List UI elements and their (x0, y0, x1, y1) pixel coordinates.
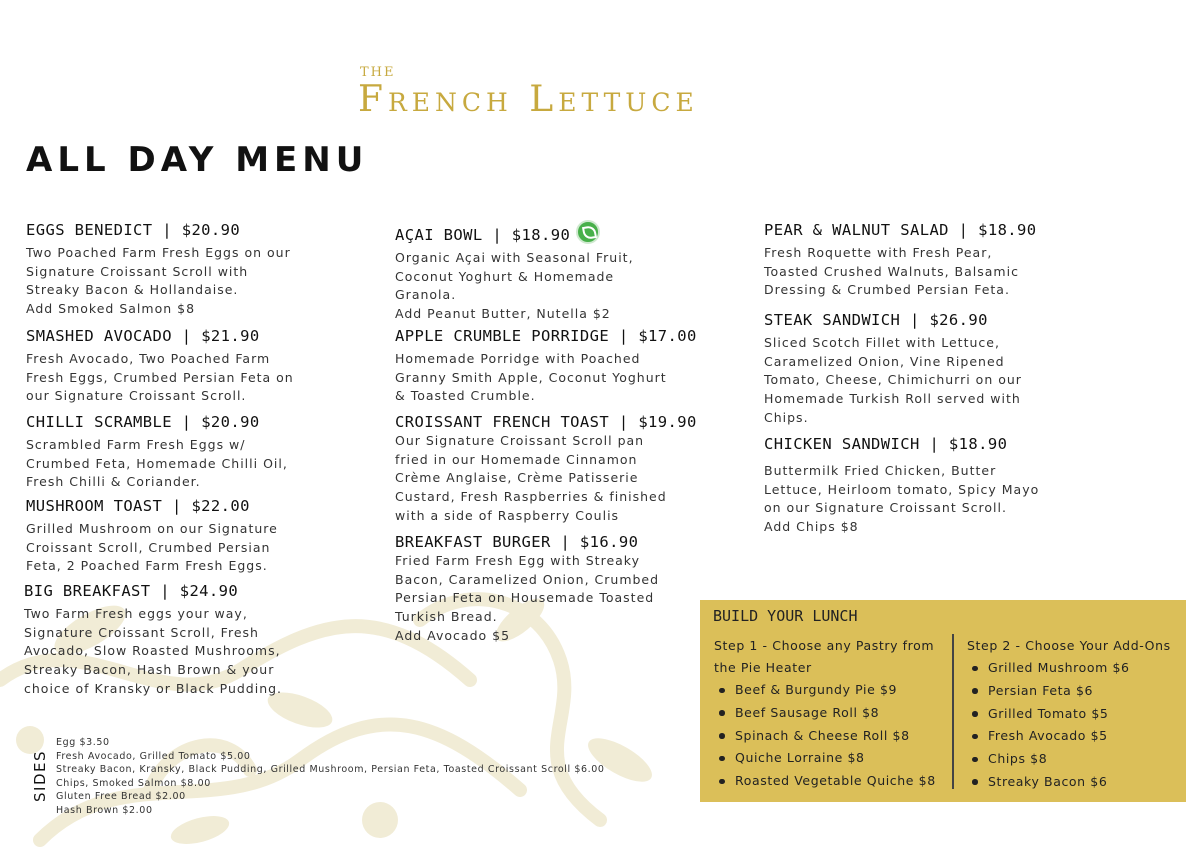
item-description (395, 249, 695, 324)
sides-list (56, 736, 605, 818)
item-description (24, 605, 324, 699)
desc-line: Add Peanut Butter, Nutella $2 (395, 306, 611, 322)
item-heading: EGGS BENEDICT | $20.90 (26, 221, 241, 239)
item-heading: AÇAI BOWL | $18.90 (395, 220, 695, 245)
item-heading: CROISSANT FRENCH TOAST | $19.90 (395, 413, 697, 431)
desc-line: Our Signature Croissant Scroll pan (395, 433, 645, 448)
step-1-list (714, 679, 950, 793)
sides-label (28, 750, 49, 802)
menu-item (395, 326, 695, 406)
side-item: Gluten Free Bread $2.00 (56, 791, 186, 803)
step-heading-line: the Pie Heater (714, 660, 812, 675)
pastry-option: Roasted Vegetable Quiche $8 (714, 770, 950, 793)
step-heading-line: Step 1 - Choose any Pastry from (714, 638, 935, 653)
item-description (26, 436, 326, 492)
brand-logo (358, 66, 699, 120)
item-price: $16.90 (579, 533, 639, 551)
menu-item (26, 220, 326, 319)
step-1-heading (714, 635, 950, 679)
build-your-lunch-panel (700, 600, 1186, 802)
menu-item (764, 434, 1064, 537)
desc-line: Streaky Bacon & Hollandaise. (26, 282, 239, 298)
desc-line: Two Poached Farm Fresh Eggs on our (26, 245, 291, 260)
desc-line: Fresh Roquette with Fresh Pear, (764, 245, 993, 260)
desc-line: Streaky Bacon, Hash Brown & your (24, 662, 275, 678)
desc-line: Fresh Avocado, Two Poached Farm (26, 351, 271, 366)
desc-line: Signature Croissant Scroll, Fresh (24, 624, 259, 640)
desc-line: our Signature Croissant Scroll. (26, 388, 247, 404)
item-name: SMASHED AVOCADO (26, 327, 172, 345)
menu-item (24, 581, 324, 699)
vegan-leaf-icon (576, 220, 600, 244)
desc-line: Buttermilk Fried Chicken, Butter (764, 463, 997, 478)
desc-line: Scrambled Farm Fresh Eggs w/ (26, 437, 246, 452)
desc-line: Lettuce, Heirloom tomato, Spicy Mayo (764, 481, 1040, 497)
menu-item (395, 220, 695, 324)
desc-line: Homemade Turkish Roll served with (764, 391, 1021, 407)
item-description (26, 244, 326, 319)
menu-item (26, 496, 326, 576)
step-2-heading (967, 635, 1182, 657)
desc-line: Sliced Scotch Fillet with Lettuce, (764, 335, 1000, 350)
desc-line: Fried Farm Fresh Egg with Streaky (395, 553, 640, 568)
desc-line: Granny Smith Apple, Coconut Yoghurt (395, 369, 667, 385)
item-name: MUSHROOM TOAST (26, 497, 163, 515)
item-heading: STEAK SANDWICH | $26.90 (764, 311, 988, 329)
item-price: $26.90 (929, 311, 988, 329)
desc-line: Crumbed Feta, Homemade Chilli Oil, (26, 455, 288, 471)
item-price: $18.90 (511, 226, 571, 244)
desc-line: Homemade Porridge with Poached (395, 351, 641, 366)
item-name: CHILLI SCRAMBLE (26, 413, 172, 431)
addon-option: Fresh Avocado $5 (967, 725, 1182, 748)
item-price: $17.00 (638, 327, 697, 345)
item-name: AÇAI BOWL (395, 226, 483, 244)
desc-line: & Toasted Crumble. (395, 388, 536, 404)
desc-line: Granola. (395, 287, 457, 303)
desc-line: Caramelized Onion, Vine Ripened (764, 353, 1005, 369)
addon-option: Persian Feta $6 (967, 680, 1182, 703)
item-name: APPLE CRUMBLE PORRIDGE (395, 327, 610, 345)
lunch-step-2 (967, 635, 1182, 794)
desc-line: Two Farm Fresh eggs your way, (24, 606, 248, 621)
addon-option: Grilled Mushroom $6 (967, 657, 1182, 680)
menu-item (26, 326, 326, 406)
desc-line: Bacon, Caramelized Onion, Crumbed (395, 571, 660, 587)
desc-line: Crème Anglaise, Crème Patisserie (395, 470, 639, 486)
item-price: $18.90 (948, 435, 1008, 453)
desc-line: Signature Croissant Scroll with (26, 263, 249, 279)
addon-option: Streaky Bacon $6 (967, 771, 1182, 794)
pastry-option: Spinach & Cheese Roll $8 (714, 725, 950, 748)
item-name: EGGS BENEDICT (26, 221, 153, 239)
item-heading: APPLE CRUMBLE PORRIDGE | $17.00 (395, 327, 697, 345)
desc-line: Custard, Fresh Raspberries & finished (395, 489, 667, 505)
item-name: STEAK SANDWICH (764, 311, 901, 329)
desc-line: on our Signature Croissant Scroll. (764, 500, 1007, 516)
desc-line: Toasted Crushed Walnuts, Balsamic (764, 263, 1019, 279)
desc-line: Grilled Mushroom on our Signature (26, 521, 278, 536)
desc-line: Fresh Eggs, Crumbed Persian Feta on (26, 369, 294, 385)
item-heading: CHILLI SCRAMBLE | $20.90 (26, 413, 260, 431)
desc-line: Croissant Scroll, Crumbed Persian (26, 539, 271, 555)
sides-label-text: SIDES (31, 750, 49, 802)
addon-option: Grilled Tomato $5 (967, 703, 1182, 726)
item-description (395, 432, 695, 526)
item-name: CHICKEN SANDWICH (764, 435, 920, 453)
lunch-step-1 (714, 635, 950, 793)
item-description (26, 350, 326, 406)
item-heading: CHICKEN SANDWICH | $18.90 (764, 435, 1008, 453)
side-item: Fresh Avocado, Grilled Tomato $5.00 (56, 750, 251, 762)
item-description (764, 462, 1064, 537)
item-description (395, 350, 695, 406)
item-price: $21.90 (201, 327, 260, 345)
desc-line: Persian Feta on Housemade Toasted (395, 590, 655, 606)
desc-line: Coconut Yoghurt & Homemade (395, 268, 615, 284)
desc-line: choice of Kransky or Black Pudding. (24, 680, 283, 696)
item-description (395, 552, 695, 646)
item-heading: SMASHED AVOCADO | $21.90 (26, 327, 260, 345)
item-price: $20.90 (201, 413, 260, 431)
item-name: PEAR & WALNUT SALAD (764, 221, 949, 239)
menu-item (395, 412, 695, 526)
item-name: BIG BREAKFAST (24, 582, 151, 600)
item-heading: PEAR & WALNUT SALAD | $18.90 (764, 221, 1037, 239)
pastry-option: Quiche Lorraine $8 (714, 747, 950, 770)
desc-line: Tomato, Cheese, Chimichurri on our (764, 372, 1022, 388)
item-price: $20.90 (181, 221, 241, 239)
side-item: Chips, Smoked Salmon $8.00 (56, 777, 211, 789)
side-item: Egg $3.50 (56, 737, 110, 748)
item-heading: MUSHROOM TOAST | $22.00 (26, 497, 250, 515)
step-2-list (967, 657, 1182, 794)
desc-line: Add Avocado $5 (395, 627, 511, 643)
step-heading-line: Step 2 - Choose Your Add-Ons (967, 638, 1171, 653)
pastry-option: Beef Sausage Roll $8 (714, 702, 950, 725)
desc-line: Avocado, Slow Roasted Mushrooms, (24, 643, 281, 659)
desc-line: Dressing & Crumbed Persian Feta. (764, 282, 1010, 298)
menu-item (395, 532, 695, 646)
desc-line: Add Smoked Salmon $8 (26, 301, 196, 317)
addon-option: Chips $8 (967, 748, 1182, 771)
item-price: $24.90 (179, 582, 239, 600)
item-price: $18.90 (978, 221, 1037, 239)
item-name: CROISSANT FRENCH TOAST (395, 413, 610, 431)
item-description (764, 244, 1064, 300)
item-description (26, 520, 326, 576)
item-heading: BREAKFAST BURGER | $16.90 (395, 533, 639, 551)
lunch-divider (952, 634, 954, 789)
desc-line: Feta, 2 Poached Farm Fresh Eggs. (26, 558, 268, 574)
menu-item (764, 220, 1064, 300)
desc-line: Turkish Bread. (395, 609, 498, 625)
menu-item (26, 412, 326, 492)
item-price: $22.00 (191, 497, 250, 515)
brand-name: French Lettuce (358, 79, 699, 120)
desc-line: fried in our Homemade Cinnamon (395, 451, 638, 467)
side-item: Hash Brown $2.00 (56, 804, 153, 816)
side-item: Streaky Bacon, Kransky, Black Pudding, Grilled Mushroom, Persian Feta, Toasted Croissant Scroll $6.00 (56, 764, 605, 776)
item-name: BREAKFAST BURGER (395, 533, 551, 551)
desc-line: with a side of Raspberry Coulis (395, 507, 620, 523)
desc-line: Chips. (764, 409, 809, 425)
item-price: $19.90 (638, 413, 697, 431)
pastry-option: Beef & Burgundy Pie $9 (714, 679, 950, 702)
brand-article: THE (360, 65, 396, 80)
item-heading: BIG BREAKFAST | $24.90 (24, 582, 239, 600)
desc-line: Add Chips $8 (764, 519, 859, 535)
desc-line: Fresh Chilli & Coriander. (26, 474, 201, 490)
lunch-title: BUILD YOUR LUNCH (713, 607, 858, 625)
menu-item (764, 310, 1064, 428)
page-title: ALL DAY MENU (26, 140, 369, 180)
desc-line: Organic Açai with Seasonal Fruit, (395, 250, 634, 265)
item-description (764, 334, 1064, 428)
